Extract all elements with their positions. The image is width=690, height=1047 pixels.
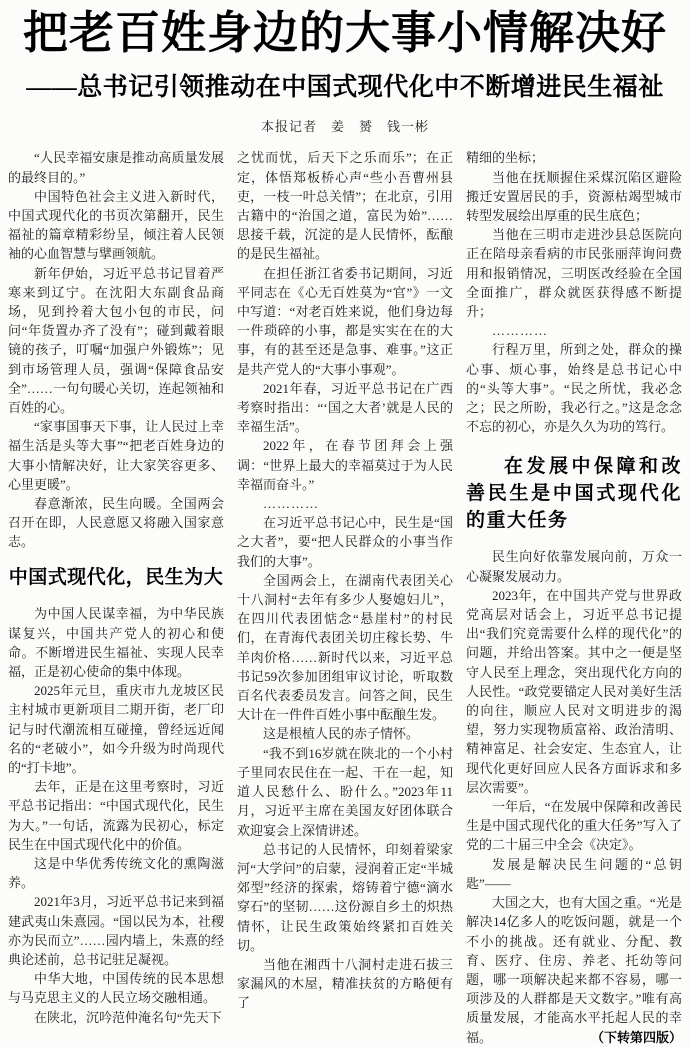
continued-on-page-note: （下转第四版） — [590, 1029, 682, 1045]
paragraph: 2021年春，习近平总书记在广西考察时指出：“‘国之大者’就是人民的幸福生活”。 — [237, 380, 453, 435]
paragraph: 在担任浙江省委书记期间，习近平同志在《心无百姓莫为“官”》一文中写道：“对老百姓来说，他们身边每一件琐碎的小事，都是实实在在的大事，有的甚至还是急事、难事。”这正是共产党人的“大事小事观”。 — [237, 265, 453, 377]
paragraph: 在习近平总书记心中，民生是“国之大者”，要“把人民群众的小事当作我们的大事”。 — [237, 515, 453, 569]
paragraph: 春意渐浓，民生向暖。全国两会召开在即，人民意愿又将融入国家意志。 — [8, 496, 224, 550]
paragraph: 之忧而忧，后天下之乐而乐”；在正定，体悟郑板桥心声“些小吾曹州县吏，一枝一叶总关情”；在北京，引用古籍中的“治国之道，富民为始”……思接千载，沉淀的是人民情怀，酝酿的是民生福祉。 — [237, 150, 453, 262]
paragraph: 2023年，在中国共产党与世界政党高层对话会上，习近平总书记提出“我们究竟需要什么样的现代化”的问题，并给出答案。其中之一便是坚守人民至上理念，突出现代化方向的人民性。“政党要锚定人民对美好生活的向往，顺应人民对文明进步的渴望，努力实现物质富裕、政治清明、精神富足、社会安定、生态宜人，让现代化更好回应人民各方面诉求和多层次需要”。 — [466, 587, 682, 795]
paragraph: 2025年元旦，重庆市九龙坡区民主村城市更新项目二期开街，老厂印记与时代潮流相互碰撞，曾经远近闻名的“老破小”，如今升级为时尚现代的“打卡地”。 — [8, 683, 224, 775]
section-heading: 中国式现代化，民生为大 — [8, 566, 224, 588]
paragraph: 精细的坐标； — [466, 150, 545, 166]
section-heading: 在发展中保障和改善民生是中国式现代化的重大任务 — [466, 456, 682, 532]
paragraph: 在陕北，沉吟范仲淹名句“先天下 — [34, 1009, 222, 1025]
paragraph: 总书记的人民情怀，印刻着梁家河“大学问”的启蒙，浸润着正定“半城郊型”经济的探索，熔铸着宁德“滴水穿石”的坚韧……这份源自乡土的炽热情怀，让民生政策始终紧扣百姓关切。 — [237, 841, 453, 953]
article-byline: 本报记者 姜 赟 钱一彬 — [260, 119, 429, 135]
paragraph: 2022年，在春节团拜会上强调：“世界上最大的幸福莫过于为人民幸福而奋斗。” — [237, 438, 453, 492]
paragraph: ………… — [492, 323, 548, 339]
paragraph: 当他在抚顺握住采煤沉陷区避险搬迁安置居民的手，资源枯竭型城市转型发展绘出厚重的民生底色； — [466, 169, 682, 223]
article-subtitle: ——总书记引领推动在中国式现代化中不断增进民生福祉 — [26, 74, 664, 102]
paragraph: ………… — [263, 496, 319, 512]
paragraph: 大国之大，也有大国之重。“光是解决14亿多人的吃饭问题，就是一个不小的挑战。还有就业、分配、教育、医疗、住房、养老、托幼等问题，哪一项解决起来都不容易，哪一项涉及的人群都是天文数字。”唯有高质量发展，才能高水平托起人民的幸福。 （下转第四版） — [466, 893, 682, 1047]
paragraph: 为中国人民谋幸福，为中华民族谋复兴，中国共产党人的初心和使命。不断增进民生福祉、实现人民幸福，正是初心使命的集中体现。 — [8, 606, 224, 679]
column-3 — [466, 148, 682, 1046]
paragraph: 这是根植人民的赤子情怀。 — [263, 726, 420, 742]
paragraph: “家事国事天下事，让人民过上幸福生活是头等大事”“把老百姓身边的大事小情解决好，让大家笑容更多、心里更暖”。 — [8, 419, 224, 492]
paragraph: 发展是解决民生问题的“总钥匙”—— — [466, 856, 682, 891]
paragraph: “人民幸福安康是推动高质量发展的最终目的。” — [8, 150, 224, 185]
paragraph: 民生向好依靠发展向前，万众一心凝聚发展动力。 — [466, 549, 682, 584]
paragraph: 行程万里，所到之处，群众的操心事、烦心事，始终是总书记心中的“头等大事”。“民之所忧，我必念之；民之所盼，我必行之。”这是念念不忘的初心，亦是久久为功的笃行。 — [466, 342, 682, 435]
paragraph: 2021年3月，习近平总书记来到福建武夷山朱熹园。“国以民为本，社稷亦为民而立”……园内墙上，朱熹的经典论述前，总书记驻足凝视。 — [8, 894, 224, 967]
paragraph: 当他在三明市走进沙县总医院向正在陪母亲看病的市民张丽萍询问费用和报销情况，三明医改经验在全国全面推广，群众就医获得感不断提升； — [466, 227, 682, 320]
paragraph: 全国两会上，在湖南代表团关心十八洞村“去年有多少人娶媳妇儿”，在四川代表团惦念“悬崖村”的村民们，在青海代表团关切庄稼长势、牛羊肉价格……新时代以来，习近平总书记59次参加团组审议讨论，听取数百名代表委员发言。问答之间，民生大计在一件件百姓小事中酝酿生发。 — [237, 572, 453, 723]
paragraph: 中国特色社会主义进入新时代，中国式现代化的书页次第翻开，民生福祉的篇章精彩纷呈，倾注着人民领袖的心血智慧与擘画领航。 — [8, 188, 224, 262]
paragraph: 去年，正是在这里考察时，习近平总书记指出：“中国式现代化，民生为大。”一句话，流露为民初心，标定民生在中国式现代化中的价值。 — [8, 779, 224, 852]
paragraph: 中华大地，中国传统的民本思想与马克思主义的人民立场交融相通。 — [8, 971, 224, 1006]
paragraph: “我不到16岁就在陕北的一个小村子里同农民住在一起、干在一起，知道人民愁什么、盼什么。”2023年11月，习近平主席在美国友好团体联合欢迎宴会上深情讲述。 — [237, 745, 453, 838]
paragraph: 一年后，“在发展中保障和改善民生是中国式现代化的重大任务”写入了党的二十届三中全会《决定》。 — [466, 799, 682, 853]
article-headline: 把老百姓身边的大事小情解决好 — [22, 7, 667, 58]
paragraph: 这是中华优秀传统文化的熏陶滋养。 — [8, 855, 224, 891]
paragraph: 当他在湘西十八洞村走进石拔三家漏风的木屋，精准扶贫的方略便有了 — [237, 956, 453, 1011]
paragraph: 新年伊始，习近平总书记冒着严寒来到辽宁。在沈阳大东副食品商场，见到拎着大包小包的市民，问问“年货置办齐了没有”；碰到戴着眼镜的孩子，叮嘱“加强户外锻炼”；见到市场管理人员，强调“保障食品安全”……一句句暖心关切，连起领袖和百姓的心。 — [8, 265, 224, 416]
article-columns — [8, 148, 682, 1046]
column-1 — [8, 148, 224, 1046]
column-2 — [237, 148, 453, 1046]
